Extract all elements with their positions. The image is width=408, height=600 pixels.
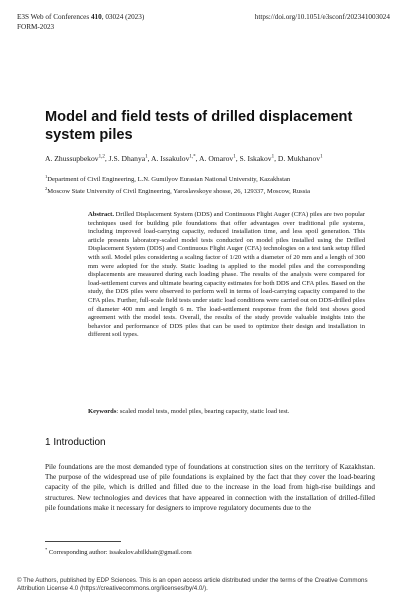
journal-citation: E3S Web of Conferences 410, 03024 (2023) — [17, 13, 145, 21]
author-list: A. Zhussupbekov$^{1,2}$, J.S. Dhanya$^1$, A. Issakulov$^{1,*}$, A. Omarov$^1$, S. Iskakov$^1$, D. Mukhanov$^1$ — [45, 154, 323, 163]
author: D. Mukhanov$^1$ — [277, 154, 323, 163]
affiliations — [45, 172, 390, 196]
abstract-label: Abstract. — [88, 211, 114, 218]
keywords-text: : scaled model tests, model piles, bearing capacity, static load test. — [116, 408, 290, 415]
corresponding-author: Corresponding author: issakulov.abilkhair@gmail.com — [47, 549, 192, 557]
doi-link[interactable]: https://doi.org/10.1051/e3sconf/202341003024 — [254, 13, 390, 21]
author: A. Omarov$^1$ — [199, 154, 236, 163]
affiliation: $^2$Moscow State University of Civil Engineering, Yaroslavskoye shosse, 26, 129337, Moscow, Russia — [45, 186, 311, 196]
author: A. Zhussupbekov$^{1,2}$ — [45, 154, 105, 163]
introduction-paragraph: Pile foundations are the most demanded type of foundations at construction sites on the territory of Kazakhstan. The purpose of the widespread use of pile foundations is explained by the fact that they cover the load-bearing capacity of the pile, which is drilled and filled due to the increase in the load from high-rise buildings and structures. New technologies and devices that have appeared in connection with the installation of drilled-filled pile foundations make it necessary for designers to improve regulatory documents due to the — [45, 463, 375, 512]
paper-title: Model and field tests of drilled displacement system piles — [45, 109, 353, 143]
conference-name: FORM-2023 — [17, 22, 55, 31]
author: J.S. Dhanya$^1$ — [108, 154, 148, 163]
footnote: * Corresponding author: issakulov.abilkhair@gmail.com — [45, 547, 192, 557]
copyright-notice: © The Authors, published by EDP Sciences. This is an open access article distributed under the terms of the Creative Commons Attribution License 4.0 (https://creativecommons.org/licenses/by/4.0/). — [17, 577, 368, 593]
abstract-text: Drilled Displacement System (DDS) and Continuous Flight Auger (CFA) piles are two popular techniques used for building pile foundations that offer advantages over traditional pile systems, including improved load-carrying capacity, reduced installation time, and less spoil generation. This article presents laboratory-scaled model tests conducted on model piles installed using the Drilled Displacement System (DDS) and Continuous Flight Auger (CFA) technologies on a test tank setup filled with soil. Model piles considering a scaling factor of 1/20 with a diameter of 20 mm and a length of 300 mm were adopted for the study. Static loading is applied to the model piles and the corresponding displacements are measured during each loading phase. The results of the analysis were compared for load-settlement curves and ultimate bearing capacity estimates for both DDS and CFA piles. Based on the study, the DDS piles were observed to perform well in terms of load-carrying capacity compared to the CFA piles. Further, full-scale field tests under static load conditions were carried out on DDS-drilled piles of diameter 400 mm and length 6 m. The load-settlement response from the field test shows good agreement with the model tests. Overall, the results of the study provide valuable insights into the behavior and performance of DDS piles that can be used to optimize their design and installation in different soil types. — [88, 211, 365, 339]
keywords — [88, 408, 365, 417]
author: S. Iskakov$^1$ — [239, 154, 275, 163]
abstract — [88, 211, 365, 340]
keywords-label: Keywords — [88, 408, 117, 415]
author: A. Issakulov$^{1,*}$ — [151, 154, 196, 163]
affiliation: $^1$Department of Civil Engineering, L.N. Gumilyov Eurasian National University, Kazakhstan — [45, 174, 291, 184]
running-header-left — [17, 13, 144, 32]
volume-number: 410 — [90, 13, 102, 21]
section-heading: 1 Introduction — [45, 437, 106, 448]
footnote-divider — [45, 541, 121, 542]
